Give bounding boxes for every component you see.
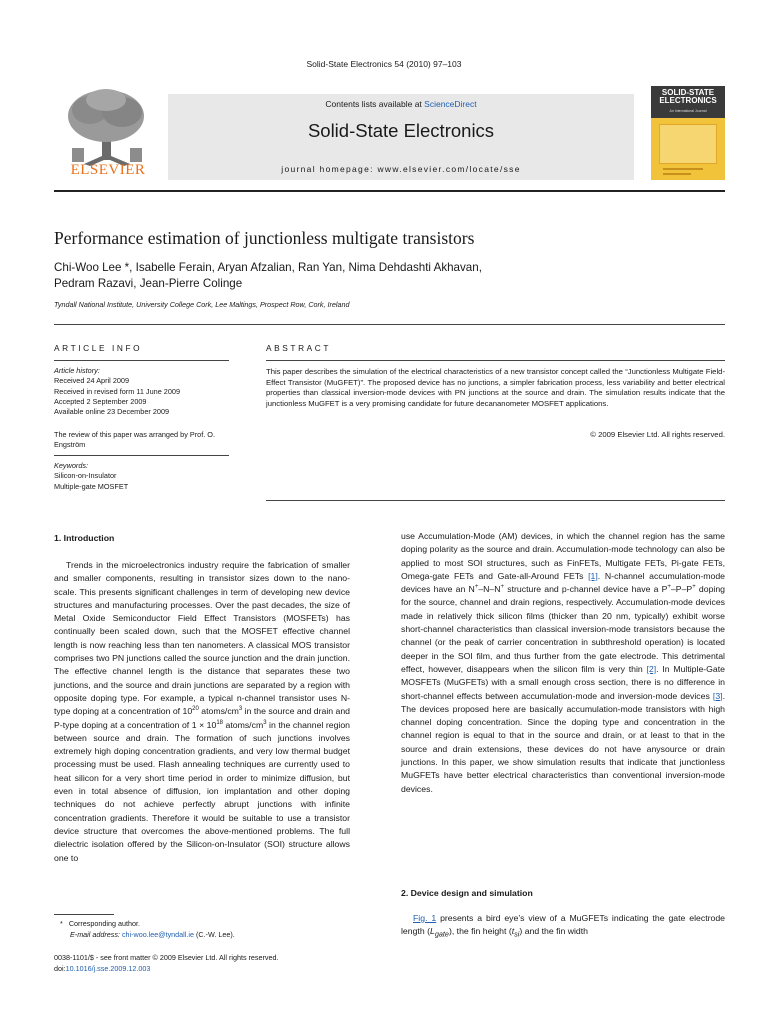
homepage-prefix: journal homepage: bbox=[281, 164, 378, 174]
accepted-date: Accepted 2 September 2009 bbox=[54, 396, 147, 406]
doi-line: doi:10.1016/j.sse.2009.12.003 bbox=[54, 964, 151, 973]
author-list bbox=[54, 260, 734, 292]
abstract-rule bbox=[266, 360, 725, 361]
header-rule bbox=[54, 190, 725, 192]
footnote: * Corresponding author. E-mail address: chi-woo.lee@tyndall.ie (C.-W. Lee). bbox=[60, 919, 235, 939]
intro-heading: 1. Introduction bbox=[54, 533, 115, 543]
email-link[interactable]: chi-woo.lee@tyndall.ie bbox=[121, 930, 194, 939]
elsevier-logo[interactable] bbox=[54, 86, 162, 182]
homepage-link[interactable]: www.elsevier.com/locate/sse bbox=[377, 164, 521, 174]
contents-line bbox=[168, 99, 634, 109]
contents-prefix: Contents lists available at bbox=[325, 99, 425, 109]
issn-doi bbox=[54, 952, 354, 974]
article-info-rule-2 bbox=[54, 455, 229, 456]
journal-homepage bbox=[168, 164, 634, 174]
intro-paragraph-continued: use Accumulation-Mode (AM) devices, in which the channel region has the same doping polarity as the source and drain. Accumulation-mode technology can also be applied to most SOI structures, such as FinFETs, Multigate FETs, Pi-gate FETs, Omega-gate FETs and Gate-all-Around FETs [1]. N-channel accumulation-mode devices have an N+–N–N+ structure and p-channel device have a P+–P–P+ doping for the source, channel and drain regions, respectively. Accumulation-mode devices made in relatively thick silicon films (thicker than 20 nm, typically) exhibit worse short-channel characteristics than classical inversion-mode transistors because the channel (or the peak of carrier concentration in subthreshold operation) is located deeper in the SOI film, and thus further from the gate electrode. This detrimental effect, however, disappears when the silicon film is very thin [2]. In Multiple-Gate MOSFETs (MuGFETs) with a small enough cross section, there is no difference in short-channel effects between accumulation-mode and inversion-mode devices [3]. The devices proposed here are basically accumulation-mode transistors with high channel doping concentration. Since the doping type and concentration in the channel region is equal to that in the source and drain, or at least to that in the source and drain extensions, these devices do not have anysource or drain junctions. In this paper, we show simulation results that indicate that junctionless MuGFETs have better electrical characteristics than conventional inversion-mode devices. bbox=[401, 531, 725, 794]
cover-title: SOLID-STATE ELECTRONICS bbox=[659, 88, 717, 105]
issn-line: 0038-1101/$ - see front matter © 2009 Elsevier Ltd. All rights reserved. bbox=[54, 953, 279, 962]
cover-subtitle: An International Journal bbox=[669, 109, 707, 113]
cover-line bbox=[663, 168, 703, 170]
online-date: Available online 23 December 2009 bbox=[54, 407, 170, 417]
journal-cover[interactable] bbox=[651, 86, 725, 180]
keywords-label: Keywords: bbox=[54, 461, 89, 470]
intro-paragraph: Trends in the microelectronics industry require the fabrication of smaller and smaller components, resulting in transistor sizes down to the nano-scale. This presents significant challenges in term of developing new device structures and manufacturing processes. Over the past decades, the size of Metal Oxide Semiconductor Field Effect Transistors (MOSFETs) has continually been scaled down, such that the MOSFET effective channel length is now reaching less than ten nanometers. A classical MOS transistor comprises two PN junctions called the source junction and the drain junction. The effective channel length is the distance that separates these two junctions, and the source and drain junctions are separated by a region with opposite doping type. For example, a typical n-channel transistor uses N-type doping at a concentration of $10^{20}$ atoms/$cm^3$ in the source and drain and P-type doping at a concentration of $1 \times 10^{18}$ atoms/$cm^3$ in the channel region between source and drain. The formation of such junctions involves extremely high doping concentration gradients, and very low thermal budget processing must be used. Flash annealing techniques are currently used to heat silicon for a very short time period in order to minimize diffusion, but even in total absence of diffusion, ion implantation and other doping techniques do not achieve perfectly abrupt junctions with infinite concentration gradients. Therefore it would be suitable to use a transistor device structure that overcomes the above-mentioned problems. The full dielectric isolation offered by the Silicon-on-Insulator (SOI) structure allows one to bbox=[54, 560, 350, 863]
affiliation: Tyndall National Institute, University College Cork, Lee Maltings, Prospect Row, Cork, Ireland bbox=[54, 300, 350, 309]
journal-name: Solid-State Electronics bbox=[307, 120, 495, 141]
figure-link[interactable]: Fig. 1 bbox=[413, 913, 437, 923]
footnote-rule bbox=[54, 914, 114, 915]
keyword-item: Multiple-gate MOSFET bbox=[54, 481, 129, 491]
abstract-copyright: © 2009 Elsevier Ltd. All rights reserved. bbox=[590, 430, 725, 439]
design-heading: 2. Device design and simulation bbox=[401, 888, 533, 898]
abstract-text: This paper describes the simulation of the electrical characteristics of a new transistor concept called the “Junctionless Multigate Field-Effect Transistor (MuGFET)”. The proposed device has no junctions, a simpler fabrication process, less variability and better electrical properties than classical inversion-mode devices with PN junctions at the source and drain. The simulation results indicate that the junctionless MuGFET is a very promising candidate for future decananometer MOSFET applications. bbox=[266, 367, 725, 408]
section-rule bbox=[54, 324, 725, 325]
article-history bbox=[54, 366, 234, 417]
sciencedirect-link[interactable]: ScienceDirect bbox=[424, 99, 477, 109]
keywords bbox=[54, 461, 234, 492]
keyword-item: Silicon-on-Insulator bbox=[54, 471, 117, 481]
history-label: Article history: bbox=[54, 366, 100, 375]
reference-link[interactable]: [3] bbox=[712, 690, 723, 701]
abstract-heading: ABSTRACT bbox=[266, 343, 332, 353]
cover-graphic bbox=[659, 124, 717, 164]
doi-link[interactable]: 10.1016/j.sse.2009.12.003 bbox=[65, 964, 151, 973]
article-info-heading: ARTICLE INFO bbox=[54, 343, 143, 353]
journal-reference: Solid-State Electronics 54 (2010) 97–103 bbox=[306, 59, 462, 69]
cover-line bbox=[663, 173, 691, 175]
abstract-rule-2 bbox=[266, 500, 725, 501]
article-title: Performance estimation of junctionless multigate transistors bbox=[54, 228, 475, 248]
journal-banner bbox=[168, 94, 634, 180]
review-note: The review of this paper was arranged by Prof. O. Engström bbox=[54, 430, 216, 450]
publisher-name: ELSEVIER bbox=[70, 162, 146, 178]
revised-date: Received in revised form 11 June 2009 bbox=[54, 386, 181, 396]
design-paragraph: Fig. 1 presents a bird eye’s view of a MuGFETs indicating the gate electrode length $(L_{gate})$, the fin height $(t_{si})$ and the fin width bbox=[401, 913, 725, 940]
reference-link[interactable]: [2] bbox=[646, 663, 657, 674]
article-info-rule bbox=[54, 360, 229, 361]
received-date: Received 24 April 2009 bbox=[54, 376, 130, 386]
authors-line-1: Chi-Woo Lee *, Isabelle Ferain, Aryan Afzalian, Ran Yan, Nima Dehdashti Akhavan, bbox=[54, 261, 482, 274]
authors-line-2: Pedram Razavi, Jean-Pierre Colinge bbox=[54, 277, 243, 290]
reference-link[interactable]: [1] bbox=[588, 570, 598, 581]
